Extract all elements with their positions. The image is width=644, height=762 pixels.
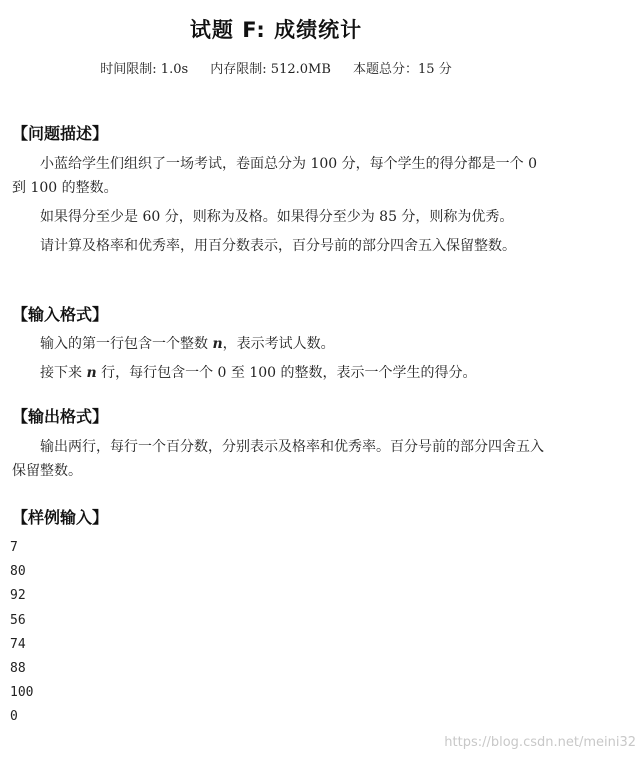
input-format-heading: 【输入格式】 (12, 305, 109, 324)
sample-line: 92 (10, 588, 26, 604)
input-p1-text-after: ，表示考试人数。 (222, 336, 335, 352)
sample-input-block (10, 536, 33, 730)
sample-line: 56 (10, 612, 26, 628)
problem-meta (0, 58, 552, 77)
sample-line: 100 (10, 685, 34, 701)
total-score: 本题总分：15 分 (353, 62, 452, 77)
description-paragraph-1: 小蓝给学生们组织了一场考试，卷面总分为 100 分，每个学生的得分都是一个 0 到 100 的整数。 (12, 156, 537, 196)
description-paragraph-2: 如果得分至少是 60 分，则称为及格。如果得分至少为 85 分，则称为优秀。 (40, 209, 514, 225)
input-format-paragraph-2 (12, 361, 552, 385)
output-format-paragraph: 输出两行，每行一个百分数，分别表示及格率和优秀率。百分号前的部分四舍五入保留整数。 (12, 439, 544, 479)
description-heading: 【问题描述】 (12, 124, 109, 143)
variable-n: n (212, 336, 223, 352)
input-p1-text-before: 输入的第一行包含一个整数 (40, 336, 213, 352)
output-format-heading: 【输出格式】 (12, 407, 109, 426)
sample-line: 0 (10, 709, 18, 725)
variable-n: n (86, 365, 97, 381)
sample-line: 88 (10, 660, 26, 676)
sample-input-heading: 【样例输入】 (12, 508, 109, 527)
input-p2-text-after: 行，每行包含一个 0 至 100 的整数，表示一个学生的得分。 (96, 365, 477, 381)
sample-line: 80 (10, 564, 26, 580)
input-p2-text-before: 接下来 (40, 365, 87, 381)
description-paragraph-3: 请计算及格率和优秀率，用百分数表示，百分号前的部分四舍五入保留整数。 (40, 238, 516, 254)
sample-line: 74 (10, 636, 26, 652)
time-limit: 时间限制: 1.0s (100, 62, 189, 77)
sample-line: 7 (10, 540, 18, 555)
memory-limit: 内存限制: 512.0MB (210, 62, 331, 77)
problem-title: 试题 F: 成绩统计 (189, 18, 363, 42)
input-format-paragraph-1 (12, 332, 552, 356)
watermark: https://blog.csdn.net/meini32 (444, 735, 636, 750)
